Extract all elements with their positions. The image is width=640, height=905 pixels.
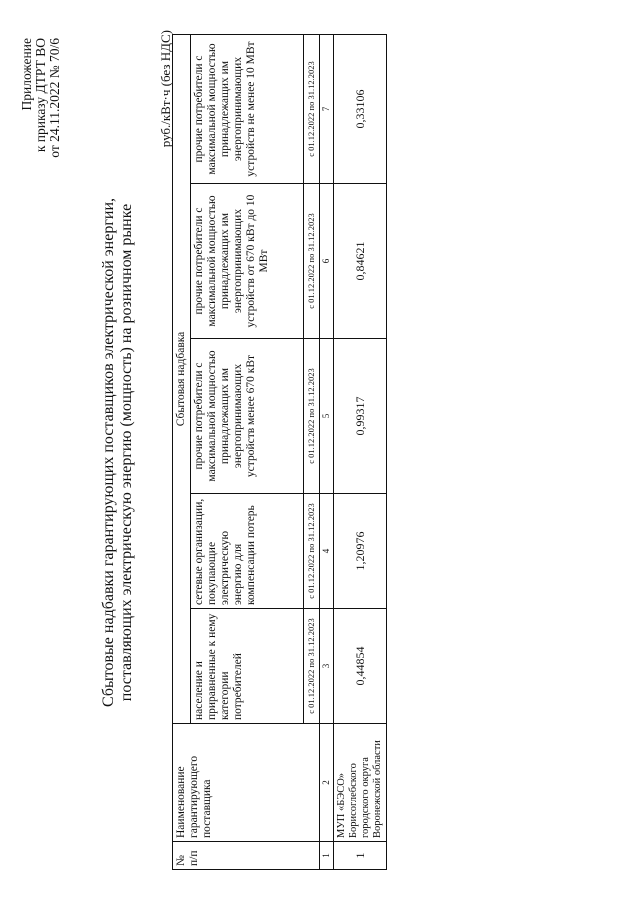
column-number: 3 [320,609,334,724]
table-header-row [173,34,191,869]
period-cell: с 01.12.2022 по 31.12.2023 [304,609,320,724]
col-number-header: № п/п [173,842,320,870]
col-supplier-header: Наименование гарантирующего поставщика [173,724,320,842]
order-reference: к приказу ДТРТ ВО [33,38,48,153]
title-line-1: Сбытовые надбавки гарантирующих поставщиков электрической энергии, [100,197,117,708]
column-number: 7 [320,34,334,183]
surcharge-value: 0,33106 [334,34,387,183]
period-cell: с 01.12.2022 по 31.12.2023 [304,184,320,339]
group-header: Сбытовая надбавка [173,34,191,723]
units-label: руб./кВт·ч (без НДС) [158,30,173,148]
order-date-number: от 24.11.2022 № 70/6 [47,38,62,158]
column-number: 2 [320,724,334,842]
column-number: 1 [320,842,334,870]
category-header: сетевые организации, покупающие электрическую энергию для компенсации потерь [191,494,304,609]
column-number-row [320,34,334,869]
supplier-name: МУП «БЭСО» Борисоглебского городского округа Воронежской области [334,724,387,842]
appendix-label: Приложение [19,38,34,111]
period-cell: с 01.12.2022 по 31.12.2023 [304,34,320,183]
table-row [334,34,387,869]
surcharge-value: 0,99317 [334,339,387,494]
surcharge-value: 0,44854 [334,609,387,724]
period-cell: с 01.12.2022 по 31.12.2023 [304,339,320,494]
column-number: 4 [320,494,334,609]
category-header: прочие потребители с максимальной мощностью принадлежащих им энергопринимающих устройств менее 670 кВт [191,339,304,494]
surcharge-value: 1,20976 [334,494,387,609]
row-number: 1 [334,842,387,870]
surcharge-value: 0,84621 [334,184,387,339]
category-header: население и приравненные к нему категории потребителей [191,609,304,724]
period-cell: с 01.12.2022 по 31.12.2023 [304,494,320,609]
appendix-header [20,38,62,158]
surcharge-table [172,34,387,870]
title-line-2: поставляющих электрическую энергию (мощность) на розничном рынке [118,203,135,702]
document-title [100,0,136,905]
column-number: 6 [320,184,334,339]
category-header: прочие потребители с максимальной мощностью принадлежащих им энергопринимающих устройств не менее 10 МВт [191,34,304,183]
column-number: 5 [320,339,334,494]
category-header: прочие потребители с максимальной мощностью принадлежащих им энергопринимающих устройств от 670 кВт до 10 МВт [191,184,304,339]
